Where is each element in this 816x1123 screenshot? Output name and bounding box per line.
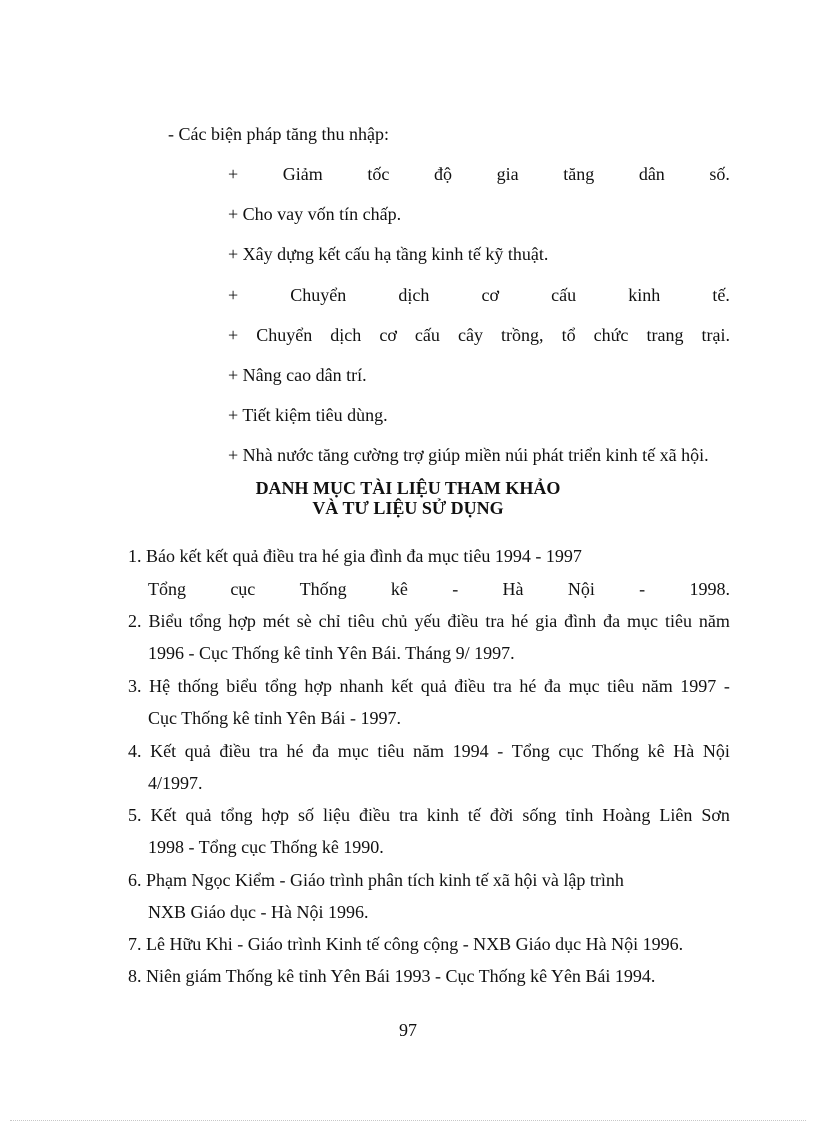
word: yếu (414, 611, 441, 631)
word: - (497, 741, 504, 761)
word: - (639, 579, 646, 599)
word: đa (603, 611, 621, 631)
word: kê (390, 579, 408, 599)
word: trại. (701, 325, 730, 345)
word: tiêu (377, 741, 405, 761)
word: quả (185, 805, 212, 825)
word: hợp (304, 676, 332, 696)
word: sè (296, 611, 312, 631)
word: Liên (659, 805, 693, 825)
measure-item (228, 284, 730, 306)
word: 1998. (689, 579, 730, 599)
reference-item: 1. Báo kết kết quả điều tra hé gia đình đa mục tiêu 1994 - 1997 (128, 546, 582, 566)
word: + (228, 325, 239, 345)
word: hé (519, 676, 537, 696)
word: cục (230, 579, 256, 599)
word: thống (177, 676, 219, 696)
word: Giảm (282, 164, 323, 184)
word: tra (258, 741, 278, 761)
word: đời (489, 805, 514, 825)
word: 1994 (452, 741, 489, 761)
word: tra (485, 611, 505, 631)
word: chủ (381, 611, 408, 631)
reference-item: 7. Lê Hữu Khi - Giáo trình Kinh tế công cộng - NXB Giáo dục Hà Nội 1996. (128, 934, 684, 954)
word: Hệ (149, 676, 171, 696)
word: Tổng (148, 579, 186, 599)
footer-rule (10, 1120, 806, 1121)
word: liệu (322, 805, 350, 825)
word: trồng, (501, 325, 544, 345)
word: Thống (592, 741, 639, 761)
word: đình (564, 611, 597, 631)
word: tổ (561, 325, 576, 345)
word: tăng (563, 164, 595, 184)
reference-item-continuation (148, 578, 730, 600)
word: sống (522, 805, 557, 825)
word: tế. (712, 285, 730, 305)
word: Sơn (701, 805, 730, 825)
word: dịch (330, 325, 362, 345)
word: - (723, 676, 730, 696)
word: tiêu (607, 676, 635, 696)
word: hợp (228, 611, 256, 631)
word: Kết (150, 741, 177, 761)
word: Hoàng (602, 805, 651, 825)
word: chức (593, 325, 629, 345)
word: điều (447, 611, 479, 631)
word: cấu (551, 285, 577, 305)
word: Kết (150, 805, 177, 825)
reference-item-continuation: Cục Thống kê tỉnh Yên Bái - 1997. (148, 708, 401, 728)
reference-item-continuation: 4/1997. (148, 773, 203, 793)
measure-item: + Cho vay vốn tín chấp. (228, 204, 402, 224)
word: Nội (702, 741, 730, 761)
reference-item (128, 610, 730, 632)
word: mục (337, 741, 369, 761)
reference-item (128, 804, 730, 826)
word: Chuyển (290, 285, 347, 305)
word: Thống (299, 579, 347, 599)
word: tổng (189, 611, 222, 631)
word: quả (420, 676, 447, 696)
word: gia (535, 611, 558, 631)
word: quả (184, 741, 211, 761)
word: kinh (628, 285, 661, 305)
reference-item-continuation: 1996 - Cục Thống kê tỉnh Yên Bái. Tháng 9/ 1997. (148, 643, 515, 663)
word: điều (219, 741, 251, 761)
reference-item (128, 740, 730, 762)
word: đa (543, 676, 561, 696)
word: năm (412, 741, 444, 761)
word: độ (433, 164, 452, 184)
word: mục (568, 676, 600, 696)
measure-item: + Xây dựng kết cấu hạ tầng kinh tế kỹ thuật. (228, 244, 549, 264)
word: chỉ (318, 611, 341, 631)
word: điều (358, 805, 390, 825)
word: Hà (673, 741, 695, 761)
measure-item (228, 324, 730, 346)
reference-item (128, 675, 730, 697)
word: kết (391, 676, 414, 696)
word: tốc (367, 164, 390, 184)
word: 5. (128, 805, 142, 825)
word: hé (286, 741, 304, 761)
word: dịch (398, 285, 430, 305)
page-number: 97 (399, 1020, 417, 1040)
word: cây (457, 325, 483, 345)
word: - (452, 579, 459, 599)
word: Hà (502, 579, 524, 599)
word: gia (496, 164, 519, 184)
reference-item: 8. Niên giám Thống kê tỉnh Yên Bái 1993 - Cục Thống kê Yên Bái 1994. (128, 966, 656, 986)
word: số. (709, 164, 730, 184)
word: tra (492, 676, 512, 696)
word: kinh (426, 805, 459, 825)
word: dân (638, 164, 665, 184)
word: mục (627, 611, 659, 631)
word: điều (454, 676, 486, 696)
word: tra (398, 805, 418, 825)
word: 1997 (680, 676, 717, 696)
word: cơ (379, 325, 397, 345)
word: + (228, 285, 239, 305)
word: số (297, 805, 314, 825)
word: Nội (567, 579, 595, 599)
word: đa (312, 741, 330, 761)
word: mét (262, 611, 290, 631)
references-title: DANH MỤC TÀI LIỆU THAM KHẢO (255, 478, 561, 498)
measure-item: + Nâng cao dân trí. (228, 365, 367, 385)
references-subtitle: VÀ TƯ LIỆU SỬ DỤNG (312, 498, 504, 518)
word: biểu (226, 676, 258, 696)
word: tỉnh (565, 805, 594, 825)
measure-item (228, 163, 730, 185)
section-label: - Các biện pháp tăng thu nhập: (168, 124, 389, 144)
word: tiêu (664, 611, 692, 631)
word: tổng (264, 676, 297, 696)
word: Tổng (511, 741, 550, 761)
word: kê (647, 741, 665, 761)
measure-item: + Nhà nước tăng cường trợ giúp miền núi phát triển kinh tế xã hội. (228, 445, 709, 465)
word: trang (646, 325, 684, 345)
word: tế (467, 805, 481, 825)
word: hợp (261, 805, 289, 825)
reference-item-continuation: NXB Giáo dục - Hà Nội 1996. (148, 902, 369, 922)
word: cục (558, 741, 584, 761)
reference-item-continuation: 1998 - Tổng cục Thống kê 1990. (148, 837, 384, 857)
word: 3. (128, 676, 142, 696)
word: hé (511, 611, 529, 631)
word: năm (698, 611, 730, 631)
word: 2. (128, 611, 142, 631)
word: 4. (128, 741, 142, 761)
word: Biểu (148, 611, 183, 631)
word: + (228, 164, 239, 184)
word: tiêu (347, 611, 375, 631)
word: nhanh (339, 676, 384, 696)
word: cấu (414, 325, 440, 345)
word: cơ (481, 285, 500, 305)
measure-item: + Tiết kiệm tiêu dùng. (228, 405, 388, 425)
reference-item: 6. Phạm Ngọc Kiểm - Giáo trình phân tích kinh tế xã hội và lập trình (128, 870, 624, 890)
word: Chuyển (256, 325, 313, 345)
word: năm (641, 676, 673, 696)
word: tổng (220, 805, 253, 825)
